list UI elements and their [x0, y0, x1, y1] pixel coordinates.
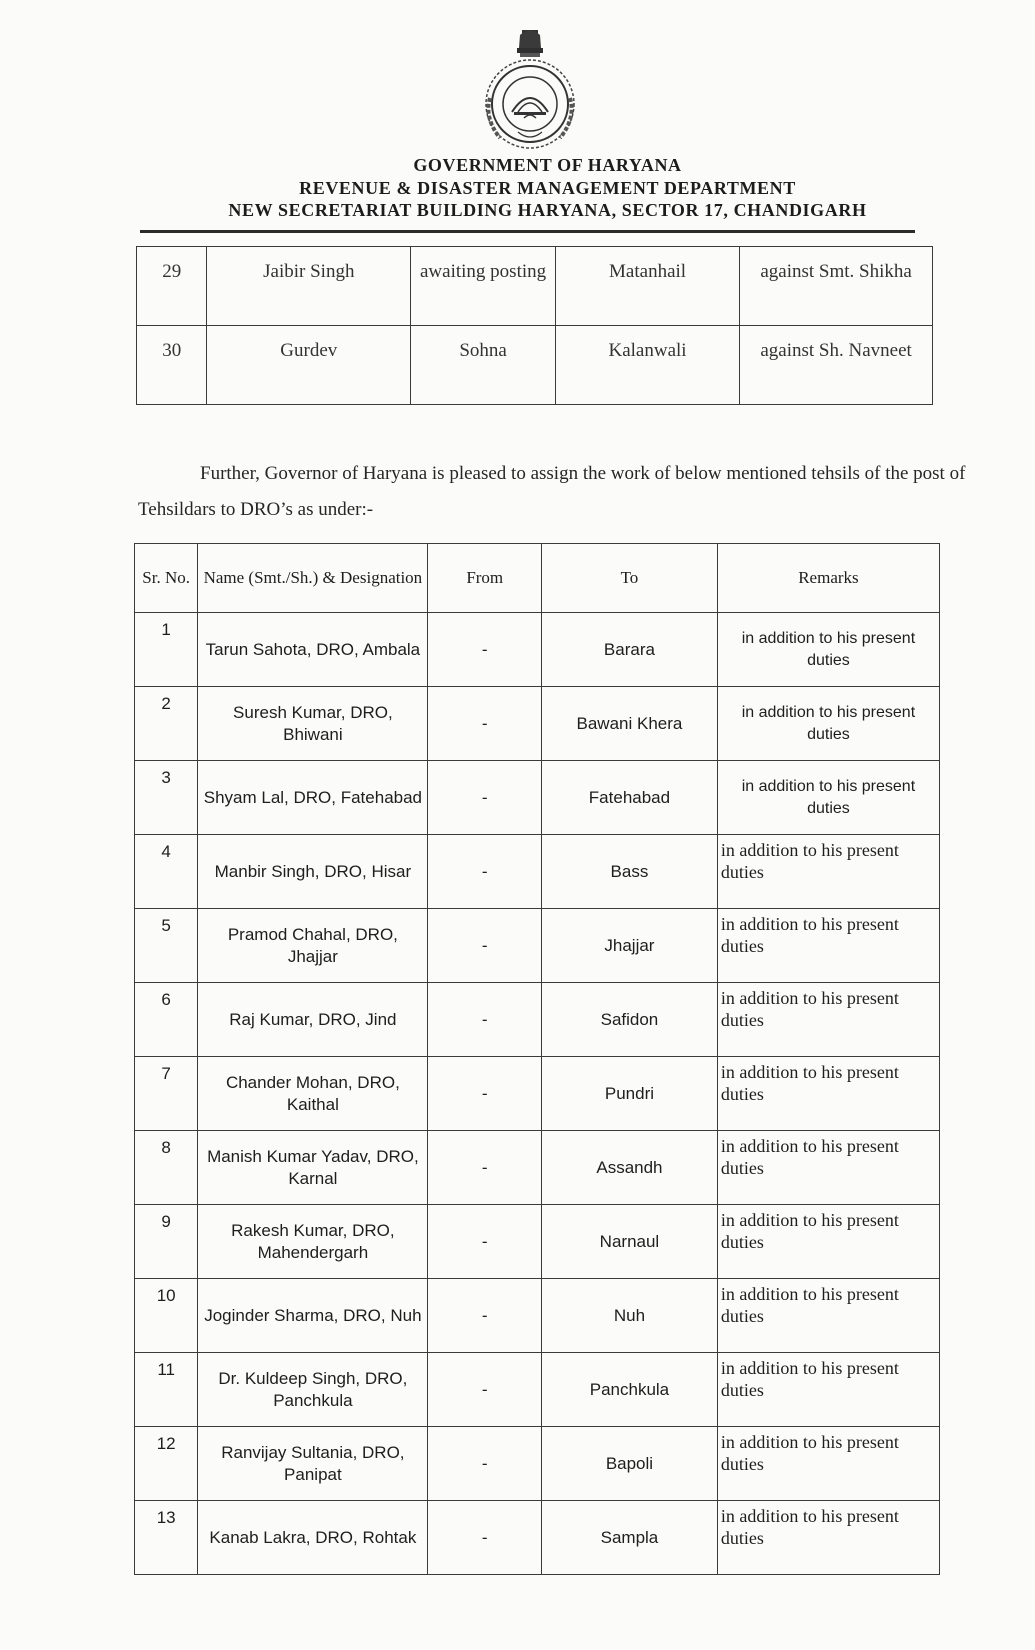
- table-row: [135, 835, 940, 909]
- remarks-cell: in addition to his present duties: [717, 687, 939, 761]
- to-cell: Pundri: [542, 1057, 718, 1131]
- header-remarks: Remarks: [717, 544, 939, 613]
- table-header-row: [135, 544, 940, 613]
- sr-no-cell: 6: [135, 983, 198, 1057]
- to-cell: Bawani Khera: [542, 687, 718, 761]
- name-cell: Ranvijay Sultania, DRO, Panipat: [198, 1427, 428, 1501]
- to-cell: Assandh: [542, 1131, 718, 1205]
- sr-no-cell: 12: [135, 1427, 198, 1501]
- to-cell: Sampla: [542, 1501, 718, 1575]
- name-cell: Rakesh Kumar, DRO, Mahendergarh: [198, 1205, 428, 1279]
- sr-no-cell: 9: [135, 1205, 198, 1279]
- remarks-cell: in addition to his present duties: [717, 1205, 939, 1279]
- from-cell: -: [428, 761, 542, 835]
- remarks-cell: in addition to his present duties: [717, 1131, 939, 1205]
- to-cell: Jhajjar: [542, 909, 718, 983]
- sr-no-cell: 8: [135, 1131, 198, 1205]
- table-row: [135, 983, 940, 1057]
- from-cell: -: [428, 1131, 542, 1205]
- name-cell: Raj Kumar, DRO, Jind: [198, 983, 428, 1057]
- to-cell: Nuh: [542, 1279, 718, 1353]
- from-cell: Sohna: [411, 326, 556, 405]
- remarks-cell: against Sh. Navneet: [740, 326, 933, 405]
- to-cell: Barara: [542, 613, 718, 687]
- sr-no-cell: 29: [137, 247, 207, 326]
- name-cell: Jaibir Singh: [207, 247, 411, 326]
- sr-no-cell: 1: [135, 613, 198, 687]
- table-row: [135, 687, 940, 761]
- table-row: [135, 761, 940, 835]
- sr-no-cell: 7: [135, 1057, 198, 1131]
- name-cell: Dr. Kuldeep Singh, DRO, Panchkula: [198, 1353, 428, 1427]
- table-row: [135, 1131, 940, 1205]
- sr-no-cell: 5: [135, 909, 198, 983]
- name-cell: Gurdev: [207, 326, 411, 405]
- from-cell: -: [428, 1057, 542, 1131]
- to-cell: Panchkula: [542, 1353, 718, 1427]
- from-cell: -: [428, 1427, 542, 1501]
- to-cell: Narnaul: [542, 1205, 718, 1279]
- remarks-cell: in addition to his present duties: [717, 1427, 939, 1501]
- order-paragraph-text: Further, Governor of Haryana is pleased to assign the work of below mentioned tehsils of the post of Tehsildars to DRO’s as under:-: [138, 463, 966, 520]
- previous-posting-table: [136, 246, 933, 405]
- name-cell: Manbir Singh, DRO, Hisar: [198, 835, 428, 909]
- sr-no-cell: 4: [135, 835, 198, 909]
- header-line-department: REVENUE & DISASTER MANAGEMENT DEPARTMENT: [299, 178, 796, 198]
- header-line-address: NEW SECRETARIAT BUILDING HARYANA, SECTOR 17, CHANDIGARH: [228, 200, 867, 220]
- from-cell: awaiting posting: [411, 247, 556, 326]
- to-cell: Safidon: [542, 983, 718, 1057]
- name-cell: Suresh Kumar, DRO, Bhiwani: [198, 687, 428, 761]
- remarks-cell: in addition to his present duties: [717, 761, 939, 835]
- table-row: [135, 1279, 940, 1353]
- table-row: [137, 247, 933, 326]
- table-row: [135, 1427, 940, 1501]
- table-row: [135, 1205, 940, 1279]
- name-cell: Pramod Chahal, DRO, Jhajjar: [198, 909, 428, 983]
- name-cell: Shyam Lal, DRO, Fatehabad: [198, 761, 428, 835]
- sr-no-cell: 10: [135, 1279, 198, 1353]
- header-divider: [140, 230, 915, 233]
- sr-no-cell: 13: [135, 1501, 198, 1575]
- table-row: [135, 1057, 940, 1131]
- to-cell: Bapoli: [542, 1427, 718, 1501]
- header-line-government: GOVERNMENT OF HARYANA: [413, 155, 682, 175]
- table-row: [135, 1353, 940, 1427]
- order-paragraph: [138, 456, 1000, 528]
- sr-no-cell: 3: [135, 761, 198, 835]
- remarks-cell: in addition to his present duties: [717, 1501, 939, 1575]
- sr-no-cell: 11: [135, 1353, 198, 1427]
- from-cell: -: [428, 983, 542, 1057]
- from-cell: -: [428, 835, 542, 909]
- to-cell: Matanhail: [555, 247, 739, 326]
- name-cell: Kanab Lakra, DRO, Rohtak: [198, 1501, 428, 1575]
- sr-no-cell: 30: [137, 326, 207, 405]
- header-to: To: [542, 544, 718, 613]
- table-row: [135, 1501, 940, 1575]
- dro-assignment-table: [134, 543, 940, 1575]
- from-cell: -: [428, 1279, 542, 1353]
- table-row: [135, 909, 940, 983]
- sr-no-cell: 2: [135, 687, 198, 761]
- table-row: [137, 326, 933, 405]
- remarks-cell: in addition to his present duties: [717, 909, 939, 983]
- from-cell: -: [428, 1205, 542, 1279]
- from-cell: -: [428, 1353, 542, 1427]
- remarks-cell: in addition to his present duties: [717, 613, 939, 687]
- remarks-cell: against Smt. Shikha: [740, 247, 933, 326]
- haryana-state-emblem-icon: [478, 28, 582, 152]
- remarks-cell: in addition to his present duties: [717, 983, 939, 1057]
- remarks-cell: in addition to his present duties: [717, 1057, 939, 1131]
- header-name-designation: Name (Smt./Sh.) & Designation: [198, 544, 428, 613]
- remarks-cell: in addition to his present duties: [717, 835, 939, 909]
- header-sr-no: Sr. No.: [135, 544, 198, 613]
- to-cell: Fatehabad: [542, 761, 718, 835]
- from-cell: -: [428, 687, 542, 761]
- header-from: From: [428, 544, 542, 613]
- remarks-cell: in addition to his present duties: [717, 1279, 939, 1353]
- table-row: [135, 613, 940, 687]
- to-cell: Bass: [542, 835, 718, 909]
- from-cell: -: [428, 1501, 542, 1575]
- name-cell: Joginder Sharma, DRO, Nuh: [198, 1279, 428, 1353]
- name-cell: Tarun Sahota, DRO, Ambala: [198, 613, 428, 687]
- to-cell: Kalanwali: [555, 326, 739, 405]
- name-cell: Chander Mohan, DRO, Kaithal: [198, 1057, 428, 1131]
- from-cell: -: [428, 909, 542, 983]
- remarks-cell: in addition to his present duties: [717, 1353, 939, 1427]
- from-cell: -: [428, 613, 542, 687]
- name-cell: Manish Kumar Yadav, DRO, Karnal: [198, 1131, 428, 1205]
